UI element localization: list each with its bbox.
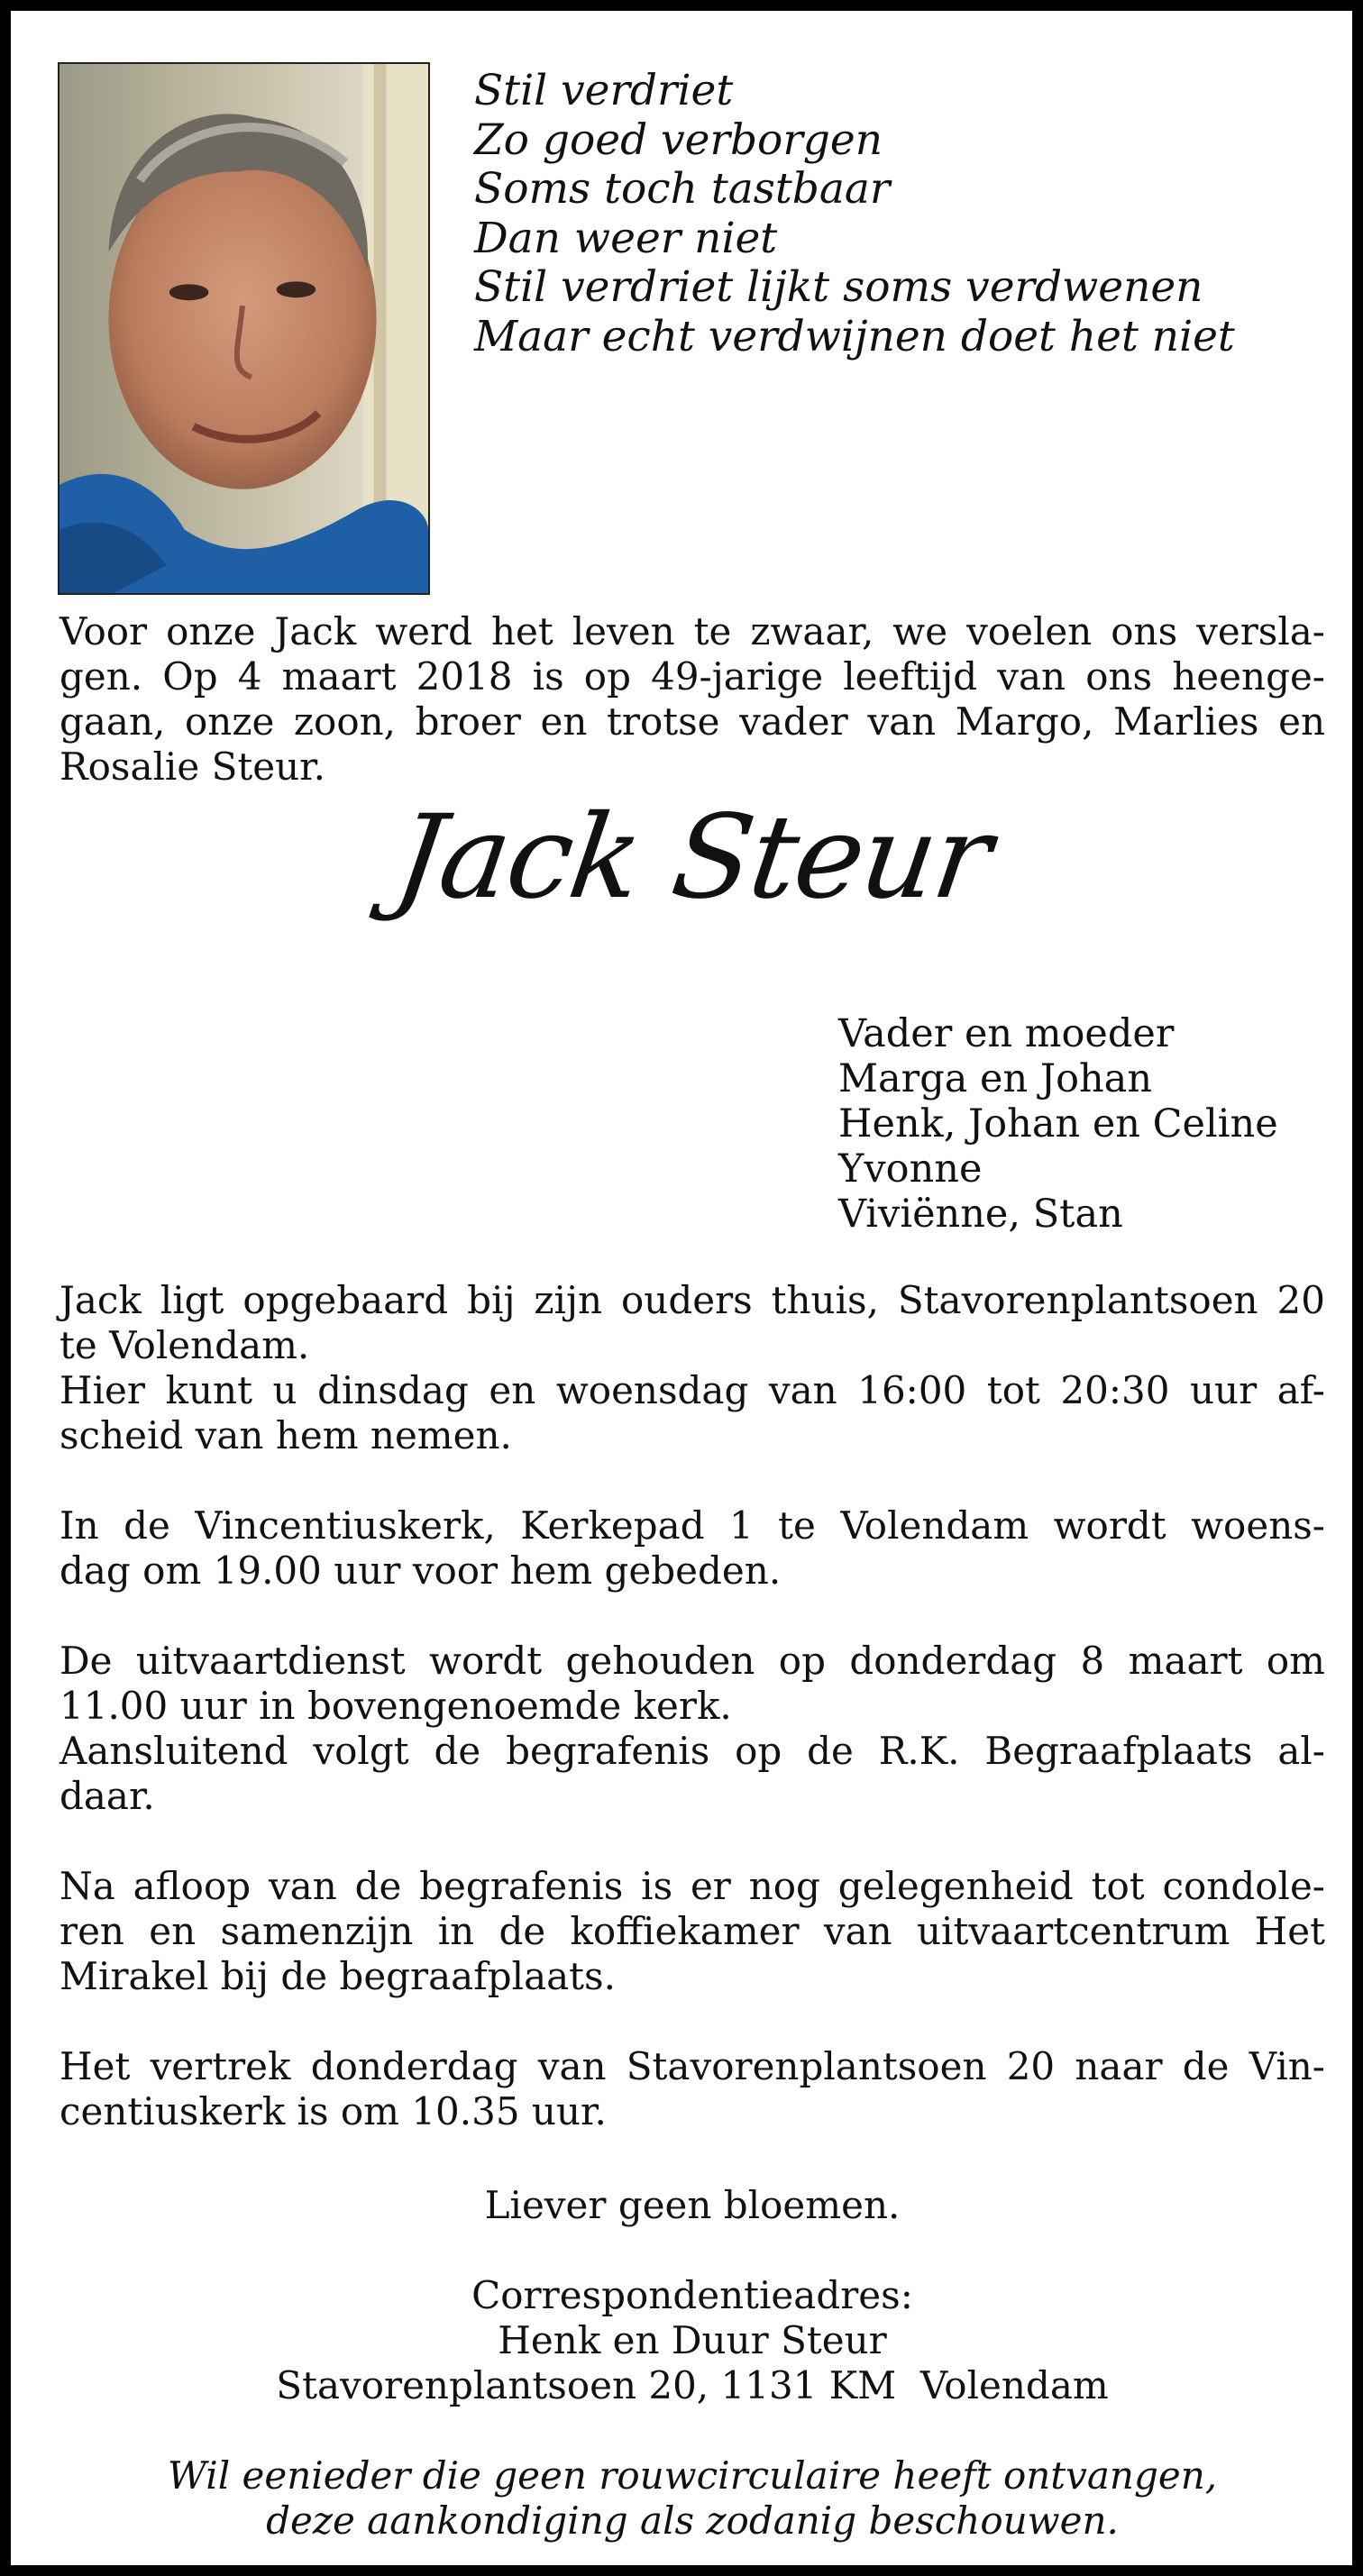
poem-line: Stil verdriet lijkt soms verdwenen [474, 262, 1203, 312]
text-line: Jack ligt opgebaard bij zijn ouders thuis, Stavorenplantsoen 20 [59, 1278, 1325, 1322]
family-line: Viviënne, Stan [838, 1192, 1123, 1237]
family-line: Marga en Johan [838, 1056, 1153, 1101]
text-line: De uitvaartdienst wordt gehouden op donderdag 8 maart om [59, 1639, 1325, 1683]
text-line: 11.00 uur in bovengenoemde kerk. [59, 1684, 732, 1728]
family-line: Vader en moeder [838, 1011, 1175, 1056]
text-line: Na afloop van de begrafenis is er nog gelegenheid tot condole- [59, 1864, 1325, 1908]
deceased-name: Jack Steur [387, 790, 998, 925]
poem-line: Soms toch tastbaar [474, 164, 891, 214]
prayer-paragraph [59, 1503, 1325, 1594]
text-line: scheid van hem nemen. [59, 1413, 512, 1457]
poem-line: Zo goed verborgen [474, 114, 883, 165]
text-line: gen. Op 4 maart 2018 is op 49-jarige leeftijd van ons heenge- [59, 654, 1325, 699]
text-line: daar. [59, 1774, 155, 1818]
intro-paragraph [59, 609, 1325, 790]
flowers-note: Liever geen bloemen. [484, 2183, 901, 2227]
poem-line: Maar echt verdwijnen doet het niet [474, 311, 1235, 361]
portrait-image [59, 64, 428, 593]
closing-line: Wil eenieder die geen rouwcirculaire heeft ontvangen, [167, 2453, 1218, 2498]
portrait-photo [58, 62, 430, 595]
funeral-paragraph [59, 1639, 1325, 1819]
text-line: Voor onze Jack werd het leven te zwaar, we voelen ons versla- [59, 609, 1325, 653]
text-line: dag om 19.00 uur voor hem gebeden. [59, 1548, 782, 1593]
poem-line: Dan weer niet [474, 213, 778, 263]
viewing-paragraph [59, 1278, 1325, 1458]
correspondence-street: Stavorenplantsoen 20, 1131 KM Volendam [276, 2363, 1109, 2407]
text-line: Hier kunt u dinsdag en woensdag van 16:00 tot 20:30 uur af- [59, 1368, 1325, 1412]
text-line: Het vertrek donderdag van Stavorenplantsoen 20 naar de Vin- [59, 2044, 1325, 2088]
closing-note [11, 2453, 1363, 2544]
poem [474, 67, 1340, 361]
correspondence-heading: Correspondentieadres: [471, 2273, 913, 2317]
text-line: gaan, onze zoon, broer en trotse vader van Margo, Marlies en [59, 699, 1325, 744]
closing-line: deze aankondiging als zodanig beschouwen. [266, 2498, 1119, 2543]
text-line: ren en samenzijn in de koffiekamer van uitvaartcentrum Het [59, 1909, 1325, 1953]
family-line: Yvonne [838, 1146, 983, 1192]
text-line: Mirakel bij de begraafplaats. [59, 1954, 616, 1998]
text-line: Rosalie Steur. [59, 744, 325, 789]
correspondence-name: Henk en Duur Steur [498, 2318, 887, 2362]
text-line: te Volendam. [59, 1323, 310, 1367]
text-line: Aansluitend volgt de begrafenis op de R.K. Begraafplaats al- [59, 1729, 1325, 1773]
departure-paragraph [59, 2044, 1325, 2134]
family-line: Henk, Johan en Celine [838, 1101, 1278, 1146]
correspondence-address [11, 2273, 1363, 2408]
family-list [838, 1011, 1278, 1237]
condolence-paragraph [59, 1864, 1325, 1999]
text-line: In de Vincentiuskerk, Kerkepad 1 te Volendam wordt woens- [59, 1503, 1325, 1548]
poem-line: Stil verdriet [474, 66, 734, 115]
text-line: centiuskerk is om 10.35 uur. [59, 2089, 607, 2133]
